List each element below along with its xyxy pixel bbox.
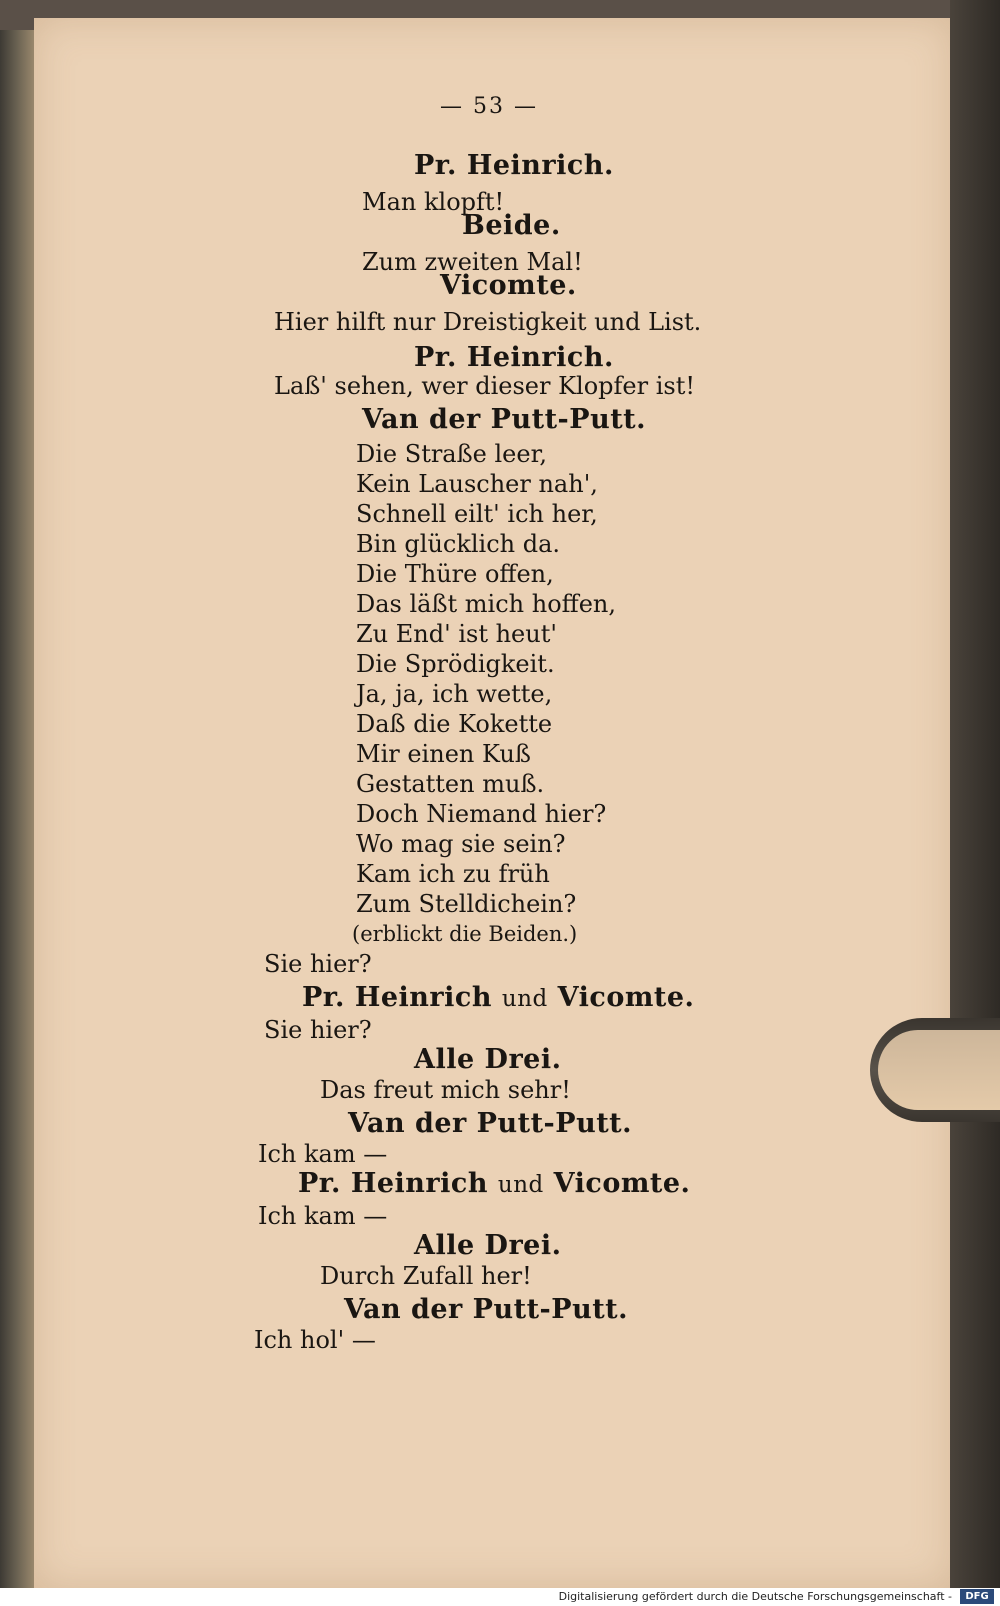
dialogue-line: Die Thüre offen, xyxy=(356,560,554,588)
dialogue-line: Sie hier? xyxy=(264,950,372,978)
dialogue-line: Wo mag sie sein? xyxy=(356,830,566,858)
speaker-pair xyxy=(298,1168,690,1199)
dialogue-line: Zum zweiten Mal! xyxy=(362,248,583,276)
speaker-conjunction: und xyxy=(501,986,548,1012)
page-number: — 53 — xyxy=(440,94,538,119)
dialogue-line: Daß die Kokette xyxy=(356,710,553,738)
speaker-name: Vicomte. xyxy=(557,982,695,1013)
dialogue-line: Zum Stelldichein? xyxy=(356,890,577,918)
speaker-name: Pr. Heinrich. xyxy=(414,342,614,373)
dialogue-line: Zu End' ist heut' xyxy=(356,620,557,648)
dialogue-line: Bin glücklich da. xyxy=(356,530,561,558)
dialogue-line: Ja, ja, ich wette, xyxy=(356,680,553,708)
funding-credit: Digitalisierung gefördert durch die Deutsche Forschungsgemeinschaft - xyxy=(558,1590,952,1603)
speaker-name: Vicomte. xyxy=(553,1168,691,1199)
speaker-name: Pr. Heinrich xyxy=(302,982,492,1013)
speaker-pair xyxy=(302,982,694,1013)
speaker-name: Pr. Heinrich. xyxy=(414,150,614,181)
speaker-conjunction: und xyxy=(497,1172,544,1198)
page-right-shadow xyxy=(950,0,1000,1606)
dialogue-line: Ich hol' — xyxy=(254,1326,376,1354)
speaker-name: Beide. xyxy=(462,210,561,241)
dialogue-line: Kein Lauscher nah', xyxy=(356,470,598,498)
dialogue-line: Hier hilft nur Dreistigkeit und List. xyxy=(274,308,702,336)
speaker-name: Van der Putt-Putt. xyxy=(344,1294,629,1325)
dialogue-line: Doch Niemand hier? xyxy=(356,800,607,828)
speaker-name: Alle Drei. xyxy=(414,1230,562,1261)
page-clip-inner xyxy=(878,1030,1000,1110)
book-left-edge xyxy=(0,30,38,1590)
dialogue-line: Mir einen Kuß xyxy=(356,740,531,768)
dialogue-line: Ich kam — xyxy=(258,1140,388,1168)
stage-direction: (erblickt die Beiden.) xyxy=(352,922,578,946)
dialogue-line: Das freut mich sehr! xyxy=(320,1076,571,1104)
speaker-name: Alle Drei. xyxy=(414,1044,562,1075)
dialogue-line: Man klopft! xyxy=(362,188,505,216)
dialogue-line: Die Straße leer, xyxy=(356,440,548,468)
speaker-name: Van der Putt-Putt. xyxy=(362,404,647,435)
dialogue-line: Sie hier? xyxy=(264,1016,372,1044)
dialogue-line: Gestatten muß. xyxy=(356,770,545,798)
dialogue-line: Kam ich zu früh xyxy=(356,860,550,888)
dfg-logo: DFG xyxy=(960,1589,994,1604)
dialogue-line: Durch Zufall her! xyxy=(320,1262,532,1290)
dialogue-line: Die Sprödigkeit. xyxy=(356,650,555,678)
dialogue-line: Schnell eilt' ich her, xyxy=(356,500,598,528)
dialogue-line: Laß' sehen, wer dieser Klopfer ist! xyxy=(274,372,695,400)
speaker-name: Vicomte. xyxy=(440,270,577,301)
speaker-name: Pr. Heinrich xyxy=(298,1168,488,1199)
speaker-name: Van der Putt-Putt. xyxy=(348,1108,633,1139)
dialogue-line: Das läßt mich hoffen, xyxy=(356,590,616,618)
dialogue-line: Ich kam — xyxy=(258,1202,388,1230)
